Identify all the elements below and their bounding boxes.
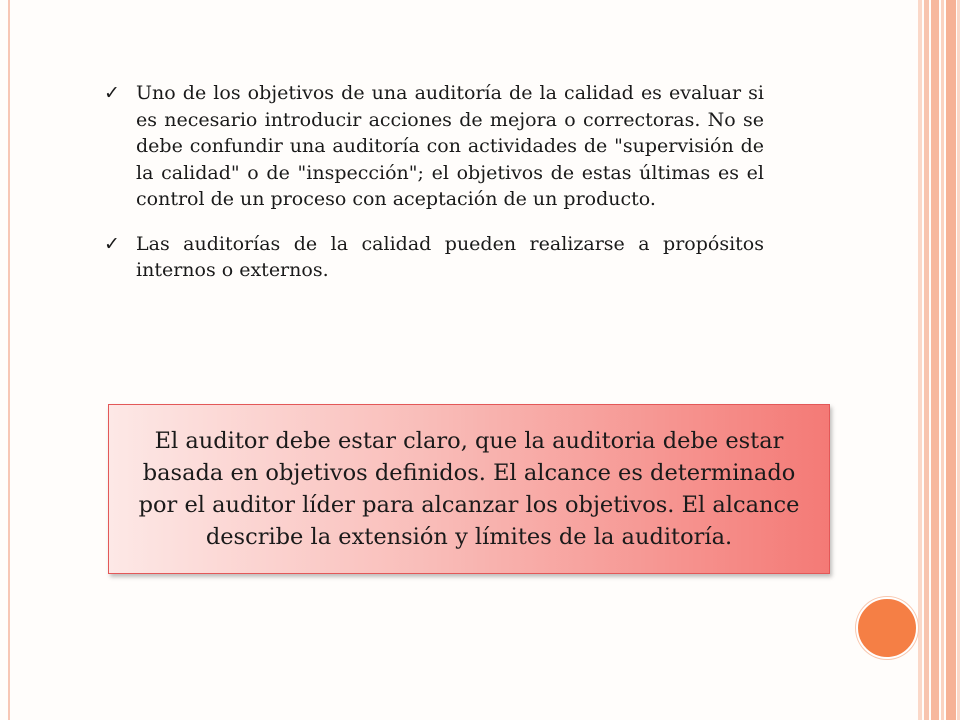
decorative-bar [924,0,929,720]
callout-box [108,404,830,574]
checkmark-icon: ✓ [104,232,120,255]
bullet-text: Uno de los objetivos de una auditoría de la calidad es evaluar si es necesario introducir acciones de mejora o correctoras. No se debe confundir una auditoría con actividades de "supervisión de la calidad" o de "inspección"; el objetivos de estas últimas es el control de un proceso con aceptación de un producto. [136,82,764,210]
orange-circle-decoration [856,597,918,659]
decorative-bar [941,0,944,720]
checkmark-icon: ✓ [104,82,120,104]
left-frame-line [8,0,10,720]
bullet-text: Las auditorías de la calidad pueden realizarse a propósitos internos o externos. [136,232,764,281]
bullet-item [104,231,764,284]
decorative-bar [931,0,939,720]
decorative-bar [918,0,922,720]
decorative-bar [946,0,956,720]
bullet-list [104,80,764,284]
bullet-item [104,80,764,213]
callout-text: El auditor debe estar claro, que la auditoria debe estar basada en objetivos definidos. El alcance es determinado por el auditor líder para alcanzar los objetivos. El alcance describe la extensión y límites de la auditoría. [138,428,800,550]
